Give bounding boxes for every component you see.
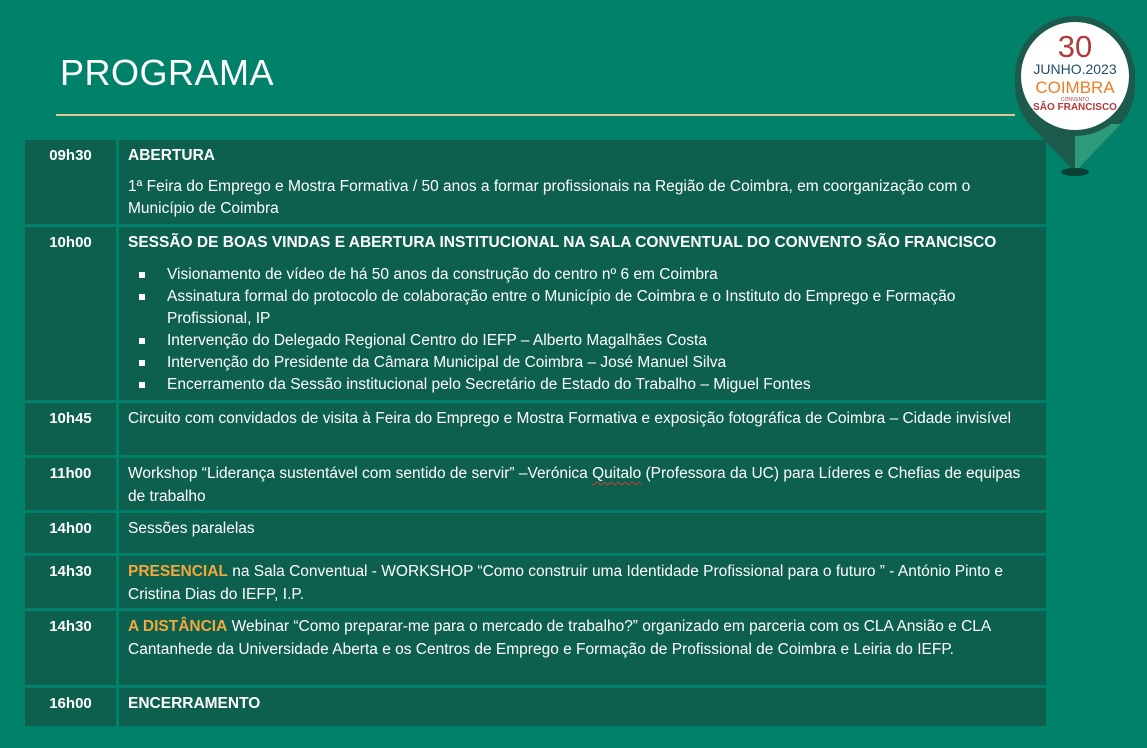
row-time: 16h00 <box>25 688 116 726</box>
schedule-row <box>25 458 1046 510</box>
row-time: 11h00 <box>25 458 116 510</box>
row-time: 14h30 <box>25 556 116 608</box>
badge-convento: CONVENTO <box>1060 97 1090 103</box>
schedule-row <box>25 556 1046 608</box>
row-text: na Sala Conventual - WORKSHOP “Como construir uma Identidade Profissional para o futuro ” - António Pinto e Cristina Dias do IEFP, I.P. <box>128 563 1004 603</box>
schedule-table <box>25 140 1046 726</box>
row-text: Workshop “Liderança sustentável com sentido de servir” –Verónica <box>128 465 593 482</box>
schedule-row <box>25 227 1046 400</box>
row-time: 10h45 <box>25 403 116 455</box>
row-heading: SESSÃO DE BOAS VINDAS E ABERTURA INSTITUCIONAL NA SALA CONVENTUAL DO CONVENTO SÃO FRANCISCO <box>128 234 997 251</box>
row-time: 10h00 <box>25 227 116 400</box>
bullet-list <box>128 264 1034 396</box>
row-text-cont: (Professora da UC) para Líderes e Chefias de equipas de trabalho <box>128 465 1021 505</box>
row-heading: ENCERRAMENTO <box>128 695 261 712</box>
badge-day: 30 <box>1057 29 1093 64</box>
row-time: 14h30 <box>25 611 116 685</box>
schedule-row <box>25 513 1046 553</box>
row-content <box>119 140 1046 224</box>
list-item: Visionamento de vídeo de há 50 anos da construção do centro nº 6 em Coimbra <box>128 264 1034 286</box>
row-content <box>119 556 1046 608</box>
mode-label-distancia: A DISTÂNCIA <box>128 618 228 635</box>
row-text: Circuito com convidados de visita à Feira do Emprego e Mostra Formativa e exposição fotográfica de Coimbra – Cidade invisível <box>128 410 1012 427</box>
badge-city: COIMBRA <box>1035 78 1115 97</box>
row-time: 14h00 <box>25 513 116 553</box>
list-item: Intervenção do Delegado Regional Centro do IEFP – Alberto Magalhães Costa <box>128 330 1034 352</box>
badge-month: JUNHO.2023 <box>1033 61 1117 77</box>
schedule-row <box>25 688 1046 726</box>
row-content <box>119 611 1046 685</box>
spellcheck-flagged-word: Quitalo <box>592 465 642 482</box>
schedule-row <box>25 403 1046 455</box>
row-text: Sessões paralelas <box>128 520 255 537</box>
row-content <box>119 458 1046 510</box>
list-item: Assinatura formal do protocolo de colaboração entre o Município de Coimbra e o Instituto do Emprego e Formação Profissional, IP <box>128 286 1034 330</box>
page-title: PROGRAMA <box>60 52 275 93</box>
title-divider <box>56 114 1015 116</box>
row-text: Webinar “Como preparar-me para o mercado de trabalho?” organizado em parceria com os CLA Ansião e CLA Cantanhede da Universidade Aberta e os Centros de Emprego e Formação de Profissional de Coimbra e Leiria do IEFP. <box>128 618 991 658</box>
row-time: 09h30 <box>25 140 116 224</box>
mode-label-presencial: PRESENCIAL <box>128 563 228 580</box>
row-text: 1ª Feira do Emprego e Mostra Formativa / 50 anos a formar profissionais na Região de Coimbra, em coorganização com o Município de Coimbra <box>128 177 971 217</box>
schedule-row <box>25 140 1046 224</box>
list-item: Encerramento da Sessão institucional pelo Secretário de Estado do Trabalho – Miguel Fontes <box>128 374 1034 396</box>
row-heading: ABERTURA <box>128 147 215 164</box>
badge-place: SÃO FRANCISCO <box>1033 102 1117 113</box>
row-content <box>119 688 1046 726</box>
list-item: Intervenção do Presidente da Câmara Municipal de Coimbra – José Manuel Silva <box>128 352 1034 374</box>
row-content <box>119 403 1046 455</box>
row-content <box>119 227 1046 400</box>
row-content <box>119 513 1046 553</box>
schedule-row <box>25 611 1046 685</box>
